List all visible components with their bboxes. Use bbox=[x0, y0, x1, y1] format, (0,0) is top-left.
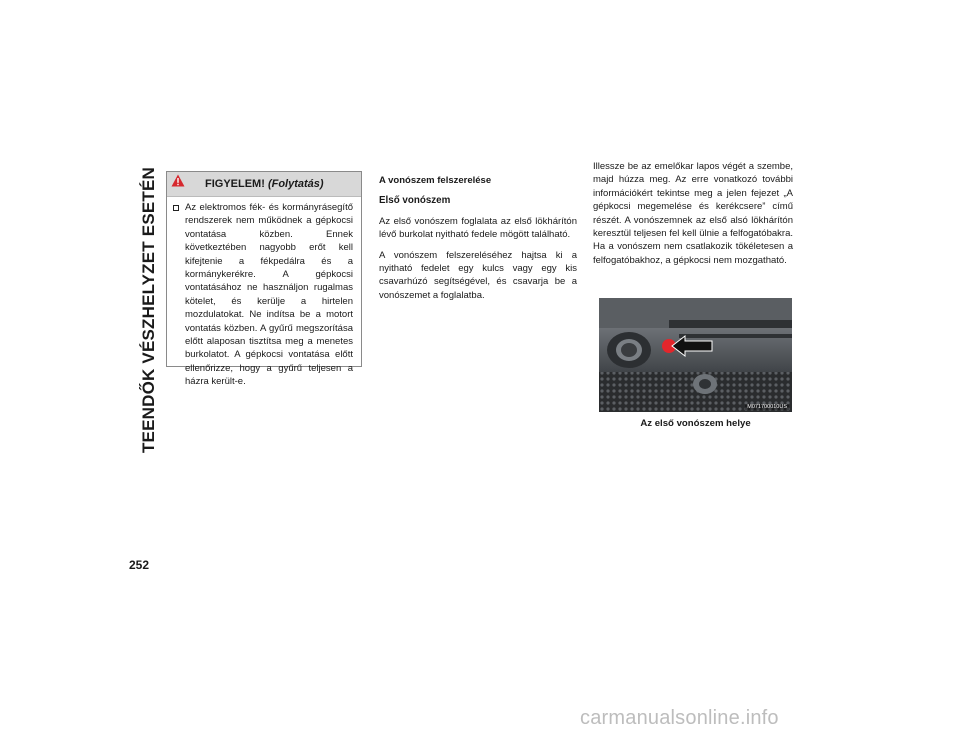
site-watermark: carmanualsonline.info bbox=[580, 707, 779, 729]
warning-title-sub: (Folytatás) bbox=[267, 178, 324, 190]
middle-paragraph-2: A vonószem felszereléséhez hajtsa ki a nyitható fedelet egy kulcs vagy egy kis csavarhúzó segítségével, és csavarja be a vonószemet a foglalatba. bbox=[379, 249, 577, 301]
middle-paragraph-1: Az első vonószem foglalata az első lökhárítón lévő burkolat nyitható fedele mögött található. bbox=[379, 215, 577, 241]
tow-eye-location-figure bbox=[599, 298, 792, 412]
bullet-square-icon bbox=[173, 205, 179, 211]
side-section-title bbox=[139, 160, 159, 460]
warning-triangle-icon bbox=[171, 174, 185, 187]
warning-header bbox=[167, 172, 361, 197]
section-subheading: Első vonószem bbox=[379, 195, 451, 207]
warning-title bbox=[205, 178, 324, 190]
section-heading: A vonószem felszerelése bbox=[379, 175, 492, 186]
figure-code: M071700010US bbox=[747, 404, 787, 410]
warning-box bbox=[166, 171, 362, 388]
right-paragraph-1: Illessze be az emelőkar lapos végét a szembe, majd húzza meg. Az erre vonatkozó további információkért tekintse meg a jelen fejezet „A gépkocsi megemelése és kerékcsere” című részét. A vonószemnek az első alsó lökhárítón keresztül teljesen fel kell ülnie a felfogatóbakra. Ha a vonószem nem csatlakozik tökéletesen a felfogatóbakhoz, a gépkocsi nem mozgatható. bbox=[593, 161, 793, 266]
middle-column bbox=[379, 174, 577, 309]
page-number: 252 bbox=[129, 558, 150, 572]
warning-title-main: FIGYELEM! bbox=[205, 178, 265, 190]
warning-text: Az elektromos fék- és kormányrásegítő rendszerek nem működnek a gépkocsi vontatása közben. Ennek következtében nagyobb erőt kell kifejtenie a fékpedálra és a kormánykerékre. A gépkocsi vontatásához ne használjon rugalmas kötelet, és kerülje a hirtelen mozdulatokat. Ne indítsa be a motort vontatás közben. A gyűrű megszorítása előtt alaposan tisztítsa meg a menetes burkolatot. A gépkocsi vontatása előtt ellenőrizze, hogy a gyűrű teljesen a házra került-e. bbox=[185, 202, 353, 388]
right-column bbox=[593, 160, 793, 274]
figure-caption: Az első vonószem helye bbox=[640, 418, 751, 429]
warning-body bbox=[167, 197, 361, 389]
side-section-title-text: TEENDŐK VÉSZHELYZET ESETÉN bbox=[139, 166, 159, 454]
bumper-illustration bbox=[599, 298, 792, 412]
